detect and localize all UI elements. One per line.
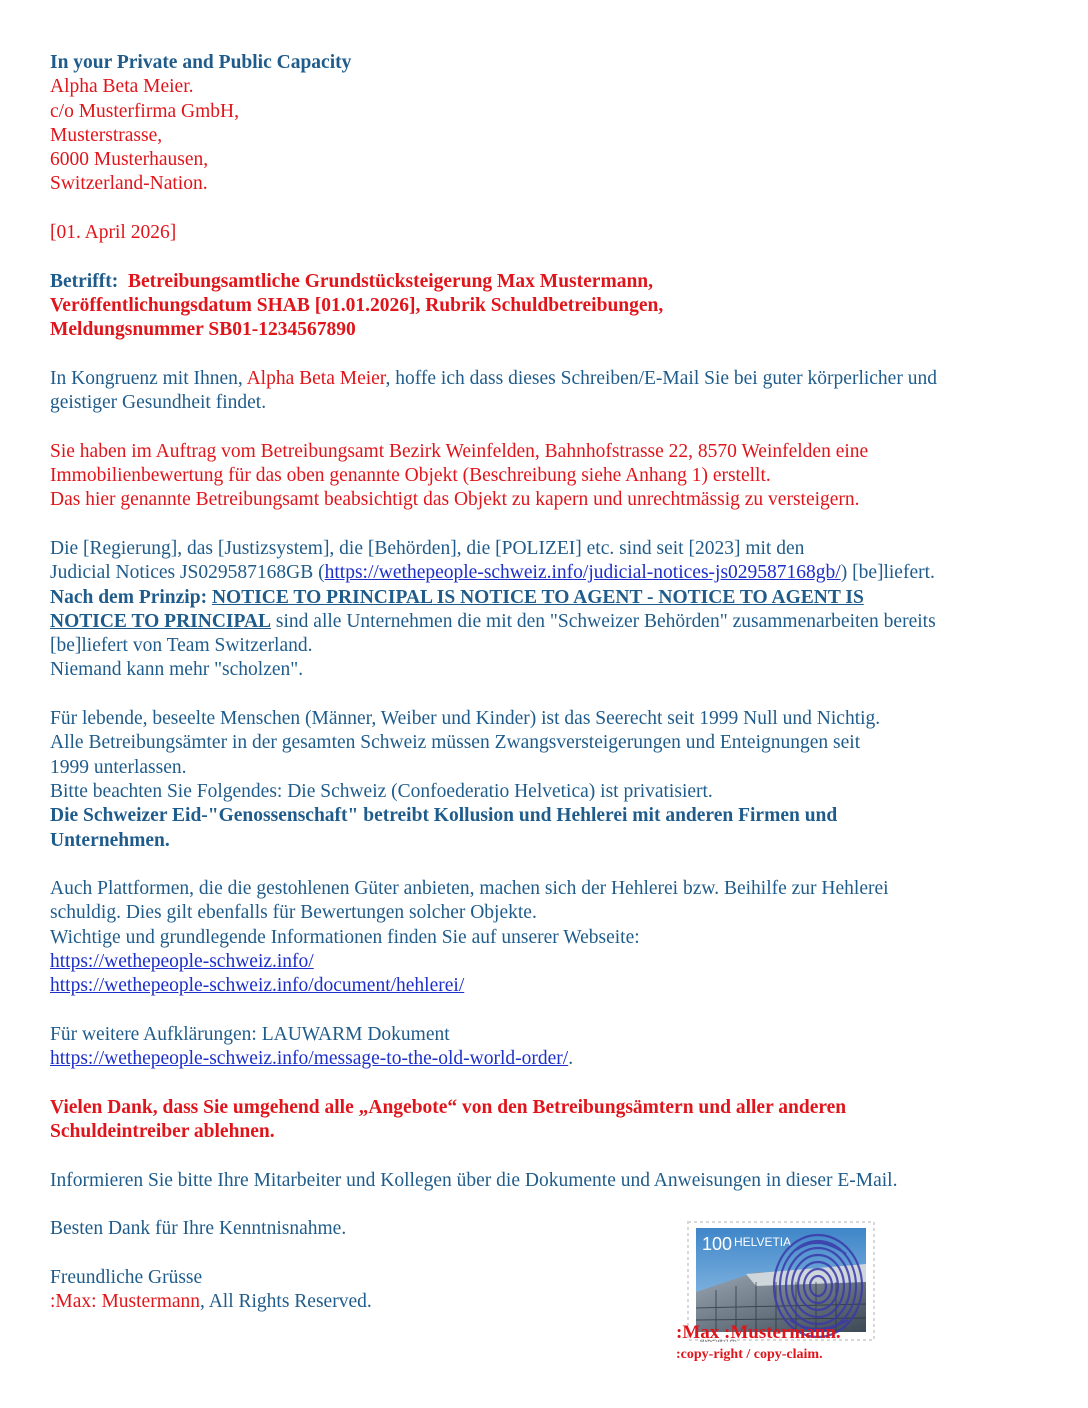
paragraph-platforms	[50, 877, 1040, 998]
principle-link-2[interactable]: NOTICE TO PRINCIPAL	[50, 610, 272, 632]
greeting-name: Alpha Beta Meier	[246, 367, 386, 389]
recipient-street: Musterstrasse,	[50, 124, 163, 146]
lauwarm-period: .	[568, 1048, 574, 1070]
letter-page	[50, 51, 1040, 1314]
notices-line-4: sind alle Unternehmen die mit den "Schweizer Behörden" zusammenarbeiten bereits	[271, 610, 936, 632]
paragraph-judicial-notices	[50, 537, 1040, 683]
notices-line-6: Niemand kann mehr "scholzen".	[50, 659, 304, 681]
judicial-notices-link[interactable]: https://wethepeople-schweiz.info/judicial-notices-js029587168gb/	[324, 562, 841, 584]
paragraph-maritime-law	[50, 707, 1040, 853]
notices-line-2b: ) [be]liefert.	[840, 562, 935, 584]
recipient-name: Alpha Beta Meier.	[50, 76, 194, 98]
law-line-6: Unternehmen.	[50, 829, 170, 851]
law-line-5: Die Schweizer Eid-"Genossenschaft" betreibt Kollusion und Hehlerei mit anderen Firmen und	[50, 805, 838, 827]
stamp-value: 100	[702, 1234, 733, 1254]
law-line-1: Für lebende, beseelte Menschen (Männer, Weiber und Kinder) ist das Seerecht seit 1999 Null und Nichtig.	[50, 708, 881, 730]
paragraph-appraisal	[50, 440, 1040, 513]
paragraph-acknowledge: Besten Dank für Ihre Kenntnisnahme.	[50, 1218, 347, 1240]
paragraph-thanks	[50, 1096, 1040, 1145]
website-link[interactable]: https://wethepeople-schweiz.info/	[50, 950, 314, 972]
greeting-text: In Kongruenz mit Ihnen,	[50, 367, 247, 389]
stamp-signature-note: :copy-right / copy-claim.	[676, 1347, 823, 1362]
paragraph-inform: Informieren Sie bitte Ihre Mitarbeiter und Kollegen über die Dokumente und Anweisungen in dieser E-Mail.	[50, 1169, 898, 1191]
notices-line-1: Die [Regierung], das [Justizsystem], die [Behörden], die [POLIZEI] etc. sind seit [2023] mit den	[50, 537, 805, 559]
signature-name: :Max: Mustermann	[50, 1291, 201, 1313]
notices-line-2a: Judicial Notices JS029587168GB (	[50, 562, 325, 584]
platforms-line-3: Wichtige und grundlegende Informationen finden Sie auf unserer Webseite:	[50, 926, 640, 948]
recipient-country: Switzerland-Nation.	[50, 173, 208, 195]
appraisal-line-3: Das hier genannte Betreibungsamt beabsichtigt das Objekt zu kapern und unrechtmässig zu versteigern.	[50, 489, 860, 511]
platforms-line-2: schuldig. Dies gilt ebenfalls für Bewertungen solcher Objekte.	[50, 902, 537, 924]
letter-date: [01. April 2026]	[50, 222, 177, 244]
thanks-line-1: Vielen Dank, dass Sie umgehend alle „Angebote“ von den Betreibungsämtern und aller anderen	[50, 1096, 847, 1118]
appraisal-line-1: Sie haben im Auftrag vom Betreibungsamt Bezirk Weinfelden, Bahnhofstrasse 22, 8570 Weinfelden eine	[50, 440, 869, 462]
appraisal-line-2: Immobilienbewertung für das oben genannte Objekt (Beschreibung siehe Anhang 1) erstellt.	[50, 465, 771, 487]
stamp-signature	[676, 1322, 841, 1364]
law-line-4: Bitte beachten Sie Folgendes: Die Schweiz (Confoederatio Helvetica) ist privatisiert.	[50, 780, 713, 802]
stamp-signature-name: :Max :Mustermann.	[676, 1322, 841, 1343]
subject-label: Betrifft:	[50, 270, 119, 292]
notices-line-5: [be]liefert von Team Switzerland.	[50, 635, 313, 657]
address-block	[50, 51, 1040, 197]
law-line-2: Alle Betreibungsämter in der gesamten Schweiz müssen Zwangsversteigerungen und Enteignungen seit	[50, 732, 861, 754]
closing-block	[50, 1266, 1040, 1315]
paragraph-greeting	[50, 367, 1040, 416]
signature-rights: , All Rights Reserved.	[200, 1291, 372, 1313]
principle-link-1[interactable]: NOTICE TO PRINCIPAL IS NOTICE TO AGENT - NOTICE TO AGENT IS	[211, 586, 864, 608]
subject-line-1: Betreibungsamtliche Grundstücksteigerung Max Mustermann,	[127, 270, 654, 292]
subject-line-3: Meldungsnummer SB01-1234567890	[50, 319, 356, 341]
platforms-line-1: Auch Plattformen, die die gestohlenen Güter anbieten, machen sich der Hehlerei bzw. Beihilfe zur Hehlerei	[50, 878, 889, 900]
greeting-text-3: geistiger Gesundheit findet.	[50, 392, 267, 414]
old-world-order-link[interactable]: https://wethepeople-schweiz.info/message-to-the-old-world-order/	[50, 1048, 569, 1070]
closing-greeting: Freundliche Grüsse	[50, 1266, 203, 1288]
subject-block	[50, 270, 1040, 343]
principle-label: Nach dem Prinzip:	[50, 586, 212, 608]
law-line-3: 1999 unterlassen.	[50, 756, 187, 778]
paragraph-lauwarm	[50, 1023, 1040, 1072]
stamp-country: HELVETIA	[734, 1235, 792, 1249]
recipient-city: 6000 Musterhausen,	[50, 149, 209, 171]
recipient-company: c/o Musterfirma GmbH,	[50, 100, 240, 122]
hehlerei-link[interactable]: https://wethepeople-schweiz.info/document/hehlerei/	[50, 975, 465, 997]
thanks-line-2: Schuldeintreiber ablehnen.	[50, 1121, 275, 1143]
lauwarm-line-1: Für weitere Aufklärungen: LAUWARM Dokument	[50, 1023, 450, 1045]
capacity-line: In your Private and Public Capacity	[50, 52, 352, 73]
subject-line-2: Veröffentlichungsdatum SHAB [01.01.2026], Rubrik Schuldbetreibungen,	[50, 294, 664, 316]
greeting-text-2: , hoffe ich dass dieses Schreiben/E-Mail Sie bei guter körperlicher und	[385, 367, 937, 389]
